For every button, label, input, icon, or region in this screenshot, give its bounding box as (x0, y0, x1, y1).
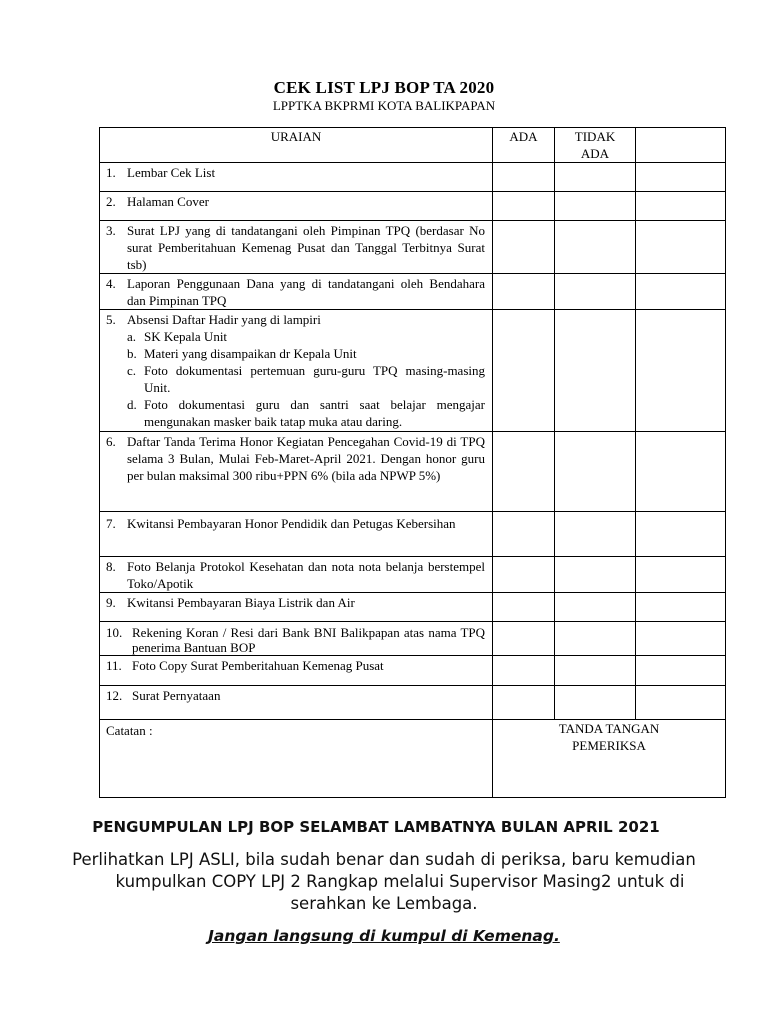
item-number: 10. (106, 625, 123, 640)
item-number: 2. (106, 194, 116, 209)
ada-cell (493, 686, 555, 720)
item-text: Surat Pernyataan (132, 688, 221, 703)
table-row (100, 656, 726, 686)
table-row (100, 512, 726, 557)
signature-label-line2: PEMERIKSA (572, 738, 646, 753)
sub-item-text: Foto dokumentasi guru dan santri saat belajar mengajar mengunakan masker baik tatap muka atau daring. (144, 397, 485, 429)
extra-cell (636, 163, 726, 192)
table-row (100, 557, 726, 593)
header-tidak-ada (555, 128, 636, 163)
extra-cell (636, 622, 726, 656)
signature-cell (493, 720, 726, 798)
extra-cell (636, 221, 726, 274)
sub-item (106, 396, 485, 430)
item-number: 3. (106, 223, 116, 238)
instruction-line-2: kumpulkan COPY LPJ 2 Rangkap melalui Supervisor Masing2 untuk di (115, 872, 685, 891)
item-text: Laporan Penggunaan Dana yang di tandatangani oleh Bendahara dan Pimpinan TPQ (127, 276, 485, 308)
table-row (100, 163, 726, 192)
item-text: Foto Copy Surat Pemberitahuan Kemenag Pusat (132, 658, 384, 673)
table-row (100, 310, 726, 432)
extra-cell (636, 432, 726, 512)
table-row (100, 686, 726, 720)
ada-cell (493, 557, 555, 593)
tidak-ada-cell (555, 192, 636, 221)
header-uraian: URAIAN (100, 128, 493, 163)
sub-item (106, 362, 485, 396)
ada-cell (493, 656, 555, 686)
item-text: Kwitansi Pembayaran Biaya Listrik dan Air (127, 595, 355, 610)
sub-item (106, 345, 485, 362)
extra-cell (636, 512, 726, 557)
sub-item (106, 328, 485, 345)
tidak-ada-cell (555, 310, 636, 432)
item-text: Kwitansi Pembayaran Honor Pendidik dan Petugas Kebersihan (127, 516, 456, 531)
catatan-label: Catatan : (106, 723, 153, 738)
instruction-line-3: serahkan ke Lembaga. (290, 894, 478, 913)
tidak-ada-cell (555, 274, 636, 310)
item-number: 8. (106, 559, 116, 574)
item-text: Halaman Cover (127, 194, 209, 209)
ada-cell (493, 622, 555, 656)
notes-row (100, 720, 726, 798)
item-text: Surat LPJ yang di tandatangani oleh Pimpinan TPQ (berdasar No surat Pemberitahuan Kemenag Pusat dan Tanggal Terbitnya Surat tsb) (127, 223, 485, 272)
extra-cell (636, 686, 726, 720)
header-tidak-ada-line1: TIDAK (574, 129, 616, 144)
instruction-paragraph (0, 849, 768, 915)
sub-item-text: Materi yang disampaikan dr Kepala Unit (144, 346, 357, 361)
table-row (100, 192, 726, 221)
warning-notice: Jangan langsung di kumpul di Kemenag. (208, 927, 560, 945)
table-row (100, 432, 726, 512)
item-number: 9. (106, 595, 116, 610)
deadline-notice: PENGUMPULAN LPJ BOP SELAMBAT LAMBATNYA BULAN APRIL 2021 (92, 818, 660, 836)
ada-cell (493, 274, 555, 310)
signature-label-line1: TANDA TANGAN (558, 721, 660, 736)
extra-cell (636, 593, 726, 622)
item-number: 7. (106, 516, 116, 531)
header-tidak-ada-line2: ADA (580, 146, 610, 161)
instruction-line-1: Perlihatkan LPJ ASLI, bila sudah benar dan sudah di periksa, baru kemudian (72, 850, 696, 869)
item-number: 6. (106, 434, 116, 449)
tidak-ada-cell (555, 686, 636, 720)
item-text: Lembar Cek List (127, 165, 216, 180)
item-number: 11. (106, 658, 122, 673)
extra-cell (636, 192, 726, 221)
sub-item-letter: d. (127, 397, 137, 412)
item-number: 5. (106, 312, 116, 327)
tidak-ada-cell (555, 221, 636, 274)
header-blank (636, 128, 726, 163)
sub-item-text: Foto dokumentasi pertemuan guru-guru TPQ masing-masing Unit. (144, 363, 485, 395)
sub-item-letter: a. (127, 329, 137, 344)
ada-cell (493, 593, 555, 622)
item-text: Rekening Koran / Resi dari Bank BNI Balikpapan atas nama TPQ penerima Bantuan BOP (132, 625, 485, 655)
sub-item-text: SK Kepala Unit (144, 329, 228, 344)
table-row (100, 593, 726, 622)
table-header-row (100, 128, 726, 163)
tidak-ada-cell (555, 593, 636, 622)
ada-cell (493, 192, 555, 221)
item-text: Foto Belanja Protokol Kesehatan dan nota nota belanja berstempel Toko/Apotik (127, 559, 485, 591)
table-row (100, 221, 726, 274)
extra-cell (636, 274, 726, 310)
extra-cell (636, 310, 726, 432)
tidak-ada-cell (555, 557, 636, 593)
ada-cell (493, 432, 555, 512)
extra-cell (636, 656, 726, 686)
ada-cell (493, 163, 555, 192)
header-ada: ADA (493, 128, 555, 163)
item-number: 4. (106, 276, 116, 291)
tidak-ada-cell (555, 512, 636, 557)
sub-item-letter: b. (127, 346, 137, 361)
item-number: 1. (106, 165, 116, 180)
tidak-ada-cell (555, 656, 636, 686)
checklist-table (99, 127, 726, 798)
table-row (100, 274, 726, 310)
ada-cell (493, 310, 555, 432)
item-number: 12. (106, 688, 123, 703)
table-row (100, 622, 726, 656)
tidak-ada-cell (555, 432, 636, 512)
ada-cell (493, 221, 555, 274)
item-text: Daftar Tanda Terima Honor Kegiatan Pencegahan Covid-19 di TPQ selama 3 Bulan, Mulai Feb-Maret-April 2021. Dengan honor guru per bulan maksimal 300 ribu+PPN 6% (bila ada NPWP 5%) (127, 434, 485, 483)
item-text: Absensi Daftar Hadir yang di lampiri (127, 312, 321, 327)
extra-cell (636, 557, 726, 593)
document-title: CEK LIST LPJ BOP TA 2020 (273, 78, 495, 97)
ada-cell (493, 512, 555, 557)
tidak-ada-cell (555, 163, 636, 192)
sub-item-letter: c. (127, 363, 137, 378)
tidak-ada-cell (555, 622, 636, 656)
document-subtitle: LPPTKA BKPRMI KOTA BALIKPAPAN (272, 98, 496, 113)
